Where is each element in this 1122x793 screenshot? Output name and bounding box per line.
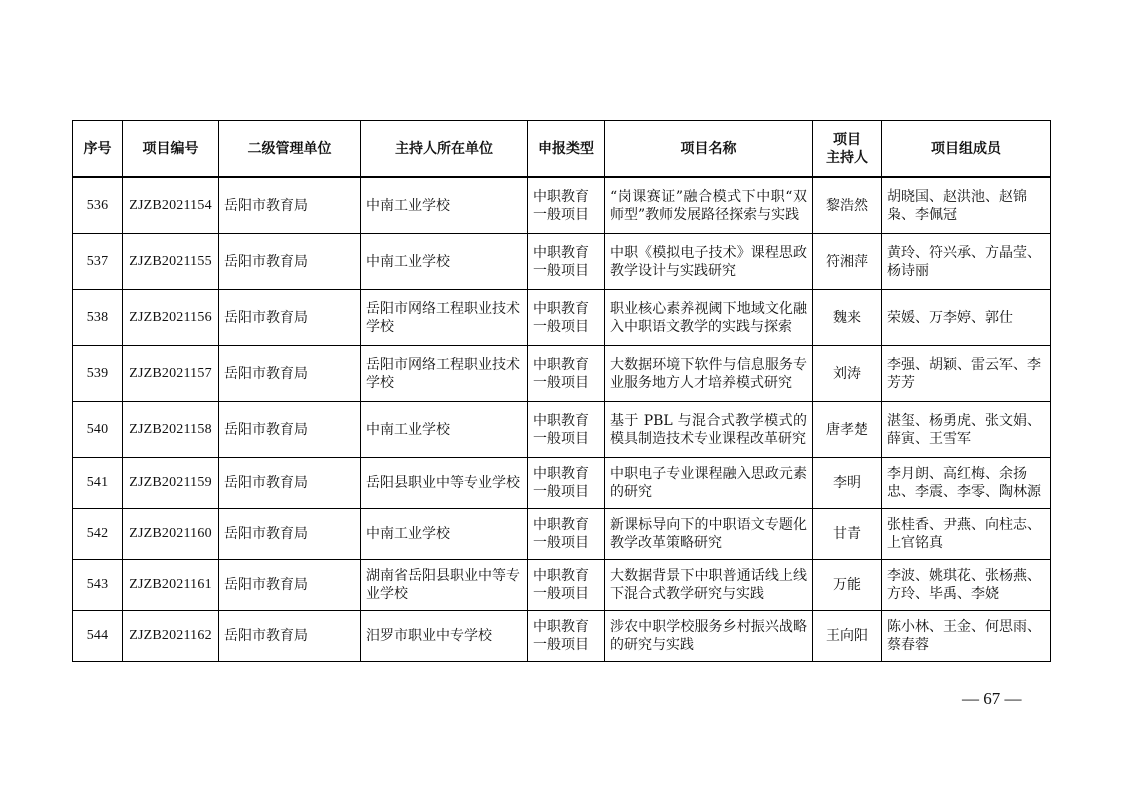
cell-no: 536 [73, 177, 123, 234]
cell-code: ZJZB2021162 [123, 611, 219, 662]
cell-no: 540 [73, 402, 123, 458]
table-row [73, 234, 1051, 290]
cell-no: 544 [73, 611, 123, 662]
cell-no: 537 [73, 234, 123, 290]
cell-host-unit: 岳阳市网络工程职业技术学校 [361, 346, 528, 402]
cell-host-unit: 湖南省岳阳县职业中等专业学校 [361, 560, 528, 611]
table-row [73, 177, 1051, 234]
cell-no: 542 [73, 509, 123, 560]
cell-name: 涉农中职学校服务乡村振兴战略的研究与实践 [605, 611, 813, 662]
table-row [73, 611, 1051, 662]
cell-name: “岗课赛证”融合模式下中职“双师型”教师发展路径探索与实践 [605, 177, 813, 234]
cell-no: 543 [73, 560, 123, 611]
cell-members: 张桂香、尹燕、向柱志、上官铭真 [882, 509, 1051, 560]
cell-type: 中职教育一般项目 [528, 346, 605, 402]
cell-name: 基于 PBL 与混合式教学模式的模具制造技术专业课程改革研究 [605, 402, 813, 458]
cell-members: 湛玺、杨勇虎、张文娟、薛寅、王雪军 [882, 402, 1051, 458]
cell-type: 中职教育一般项目 [528, 458, 605, 509]
cell-type: 中职教育一般项目 [528, 234, 605, 290]
cell-host: 甘青 [813, 509, 882, 560]
header-code: 项目编号 [123, 121, 219, 178]
cell-code: ZJZB2021158 [123, 402, 219, 458]
cell-host: 唐孝楚 [813, 402, 882, 458]
page-number: — 67 — [962, 689, 1022, 708]
cell-unit: 岳阳市教育局 [219, 509, 361, 560]
header-host-unit: 主持人所在单位 [361, 121, 528, 178]
cell-host: 李明 [813, 458, 882, 509]
cell-members: 陈小林、王金、何思雨、蔡春蓉 [882, 611, 1051, 662]
cell-unit: 岳阳市教育局 [219, 290, 361, 346]
cell-code: ZJZB2021159 [123, 458, 219, 509]
cell-type: 中职教育一般项目 [528, 290, 605, 346]
header-host-line2: 主持人 [826, 149, 868, 166]
cell-host-unit: 中南工业学校 [361, 509, 528, 560]
cell-host: 符湘萍 [813, 234, 882, 290]
cell-members: 黄玲、符兴承、方晶莹、杨诗丽 [882, 234, 1051, 290]
header-type: 申报类型 [528, 121, 605, 178]
header-name: 项目名称 [605, 121, 813, 178]
cell-members: 李强、胡颖、雷云军、李芳芳 [882, 346, 1051, 402]
cell-host: 万能 [813, 560, 882, 611]
cell-name: 大数据环境下软件与信息服务专业服务地方人才培养模式研究 [605, 346, 813, 402]
cell-type: 中职教育一般项目 [528, 177, 605, 234]
cell-members: 荣媛、万李婷、郭仕 [882, 290, 1051, 346]
table-row [73, 346, 1051, 402]
cell-code: ZJZB2021157 [123, 346, 219, 402]
cell-host: 刘涛 [813, 346, 882, 402]
cell-unit: 岳阳市教育局 [219, 611, 361, 662]
cell-unit: 岳阳市教育局 [219, 346, 361, 402]
table-row [73, 458, 1051, 509]
cell-unit: 岳阳市教育局 [219, 177, 361, 234]
cell-name: 中职电子专业课程融入思政元素的研究 [605, 458, 813, 509]
header-host [813, 121, 882, 178]
cell-no: 539 [73, 346, 123, 402]
cell-name: 大数据背景下中职普通话线上线下混合式教学研究与实践 [605, 560, 813, 611]
cell-type: 中职教育一般项目 [528, 560, 605, 611]
table-row [73, 509, 1051, 560]
header-members: 项目组成员 [882, 121, 1051, 178]
cell-host-unit: 汨罗市职业中专学校 [361, 611, 528, 662]
cell-unit: 岳阳市教育局 [219, 560, 361, 611]
cell-code: ZJZB2021155 [123, 234, 219, 290]
header-no: 序号 [73, 121, 123, 178]
cell-name: 职业核心素养视阈下地域文化融入中职语文教学的实践与探索 [605, 290, 813, 346]
cell-no: 538 [73, 290, 123, 346]
cell-host: 王向阳 [813, 611, 882, 662]
cell-members: 胡晓国、赵洪池、赵锦枭、李佩冠 [882, 177, 1051, 234]
cell-name: 新课标导向下的中职语文专题化教学改革策略研究 [605, 509, 813, 560]
cell-no: 541 [73, 458, 123, 509]
cell-name: 中职《模拟电子技术》课程思政教学设计与实践研究 [605, 234, 813, 290]
cell-host-unit: 中南工业学校 [361, 234, 528, 290]
cell-host-unit: 中南工业学校 [361, 177, 528, 234]
cell-unit: 岳阳市教育局 [219, 402, 361, 458]
table-row [73, 290, 1051, 346]
cell-host: 魏来 [813, 290, 882, 346]
cell-type: 中职教育一般项目 [528, 509, 605, 560]
cell-host: 黎浩然 [813, 177, 882, 234]
cell-code: ZJZB2021154 [123, 177, 219, 234]
header-unit: 二级管理单位 [219, 121, 361, 178]
table-row [73, 402, 1051, 458]
cell-members: 李月朗、高红梅、余扬忠、李震、李零、陶林源 [882, 458, 1051, 509]
cell-host-unit: 中南工业学校 [361, 402, 528, 458]
cell-code: ZJZB2021161 [123, 560, 219, 611]
project-table [72, 120, 1051, 662]
cell-unit: 岳阳市教育局 [219, 458, 361, 509]
cell-type: 中职教育一般项目 [528, 611, 605, 662]
table-header-row [73, 121, 1051, 178]
cell-members: 李波、姚琪花、张杨燕、方玲、毕禹、李娆 [882, 560, 1051, 611]
cell-code: ZJZB2021160 [123, 509, 219, 560]
cell-type: 中职教育一般项目 [528, 402, 605, 458]
cell-unit: 岳阳市教育局 [219, 234, 361, 290]
header-host-line1: 项目 [833, 131, 861, 148]
cell-host-unit: 岳阳市网络工程职业技术学校 [361, 290, 528, 346]
cell-code: ZJZB2021156 [123, 290, 219, 346]
cell-host-unit: 岳阳县职业中等专业学校 [361, 458, 528, 509]
table-row [73, 560, 1051, 611]
